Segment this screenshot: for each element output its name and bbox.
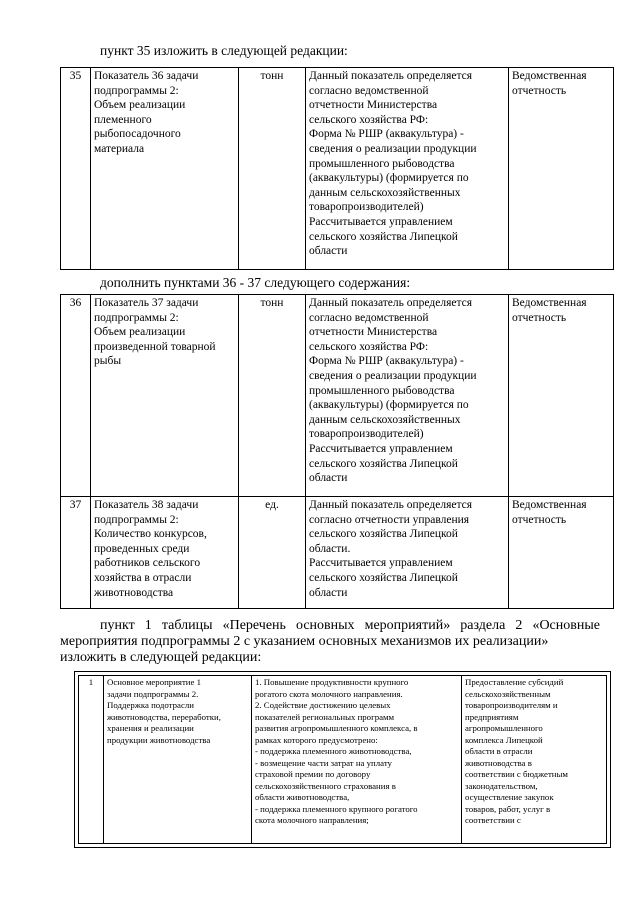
cell-text-line: данным сельскохозяйственных <box>309 413 461 426</box>
cell-text-line: сельскохозяйственного страхования в <box>255 780 396 791</box>
cell-text-line: Рассчитывается управлением <box>309 215 453 228</box>
event-name <box>104 676 252 844</box>
cell-text-line: согласно ведомственной <box>309 311 429 324</box>
cell-text-line: товаропроизводителям и <box>465 700 558 710</box>
cell-text-line: 1. Повышение продуктивности крупного <box>255 677 409 687</box>
cell-text-line: хозяйства в отрасли <box>94 571 192 584</box>
cell-text-line: животноводства <box>94 586 174 599</box>
cell-text-line: отчетности Министерства <box>309 326 438 339</box>
cell-text-line: Данный показатель определяется <box>309 70 473 82</box>
cell-text-line: сельского хозяйства Липецкой <box>309 457 458 470</box>
cell-text-line: - поддержка племенного крупного рогатого <box>255 803 418 814</box>
cell-text-line: области. <box>309 542 351 555</box>
intro-paragraph-3-line-1: пункт 1 таблицы «Перечень основных мероприятий» раздела 2 «Основные <box>100 618 600 633</box>
intro-paragraph-3-line-3: изложить в следующей редакции: <box>60 650 262 665</box>
cell-text-line: хранения и реализации <box>107 723 194 733</box>
indicator-table-item-35 <box>60 67 614 270</box>
cell-text-line: животноводства, переработки, <box>107 711 221 722</box>
cell-text-line: рыбы <box>94 355 122 368</box>
cell-text-line: отчетность <box>512 513 567 526</box>
intro-paragraph-2: дополнить пунктами 36 - 37 следующего содержания: <box>100 275 411 290</box>
cell-text-line: (аквакультуры) (формируется по <box>309 399 469 412</box>
calculation-method <box>306 497 509 609</box>
cell-text-line: Рассчитывается управлением <box>309 442 453 455</box>
cell-text-line: Объем реализации <box>94 99 186 112</box>
cell-text-line: сельского хозяйства Липецкой <box>309 571 458 584</box>
cell-text-line: подпрограммы 2: <box>94 84 179 97</box>
indicator-name <box>91 68 239 270</box>
indicator-name <box>91 497 239 609</box>
cell-text-line: Ведомственная <box>512 297 587 309</box>
cell-text-line: отчетность <box>512 311 567 324</box>
cell-text-line: Данный показатель определяется <box>309 297 473 309</box>
unit-of-measure: ед. <box>239 497 306 609</box>
cell-text-line: племенного <box>94 113 152 126</box>
cell-text-line: Предоставление субсидий <box>465 677 564 687</box>
cell-text-line: - поддержка племенного животноводства, <box>255 746 412 756</box>
cell-text-line: работников сельского <box>94 557 201 570</box>
cell-text-line: согласно отчетности управления <box>309 513 470 526</box>
cell-text-line: рогатого скота молочного направления. <box>255 688 403 699</box>
table-row <box>61 295 614 497</box>
cell-text-line: области <box>309 586 348 599</box>
unit-of-measure: тонн <box>239 68 306 270</box>
cell-text-line: материала <box>94 142 145 155</box>
data-source <box>509 295 614 497</box>
cell-text-line: рамках которого предусмотрено: <box>255 734 378 745</box>
cell-text-line: сельского хозяйства РФ: <box>309 340 429 353</box>
cell-text-line: области животноводства, <box>255 792 350 802</box>
cell-text-line: сельского хозяйства Липецкой <box>309 230 458 243</box>
cell-text-line: Объем реализации <box>94 326 186 339</box>
cell-text-line: показателей региональных программ <box>255 711 395 722</box>
row-number: 36 <box>61 295 91 497</box>
table-row <box>61 497 614 609</box>
cell-text-line: данным сельскохозяйственных <box>309 186 461 199</box>
cell-text-line: Показатель 37 задачи <box>94 297 199 309</box>
cell-text-line: области <box>309 245 348 258</box>
cell-text-line: отчетности Министерства <box>309 99 438 112</box>
cell-text-line: продукции животноводства <box>107 734 211 745</box>
cell-text-line: Количество конкурсов, <box>94 528 207 541</box>
cell-text-line: Показатель 38 задачи <box>94 499 199 511</box>
cell-text-line: задачи подпрограммы 2. <box>107 688 199 699</box>
indicator-table-items-36-37 <box>60 294 614 609</box>
cell-text-line: товаров, работ, услуг в <box>465 803 551 814</box>
cell-text-line: товаропроизводителей) <box>309 428 424 441</box>
unit-of-measure: тонн <box>239 295 306 497</box>
cell-text-line: сельского хозяйства Липецкой <box>309 528 458 541</box>
cell-text-line: сельскохозяйственным <box>465 688 551 699</box>
cell-text-line: товаропроизводителей) <box>309 201 424 214</box>
cell-text-line: отчетность <box>512 84 567 97</box>
cell-text-line: сельского хозяйства РФ: <box>309 113 429 126</box>
data-source <box>509 497 614 609</box>
cell-text-line: 2. Содействие достижению целевых <box>255 700 391 710</box>
cell-text-line: законодательством, <box>465 780 538 791</box>
cell-text-line: Рассчитывается управлением <box>309 557 453 570</box>
cell-text-line: предприятиям <box>465 711 519 722</box>
row-number: 37 <box>61 497 91 609</box>
cell-text-line: Данный показатель определяется <box>309 499 473 511</box>
indicator-name <box>91 295 239 497</box>
calculation-method <box>306 295 509 497</box>
intro-paragraph-1: пункт 35 изложить в следующей редакции: <box>100 43 348 58</box>
cell-text-line: Показатель 36 задачи <box>94 70 199 82</box>
cell-text-line: соответствии с <box>465 815 521 825</box>
cell-text-line: комплекса Липецкой <box>465 734 543 745</box>
calculation-method <box>306 68 509 270</box>
intro-paragraph-3-line-2: мероприятия подпрограммы 2 с указанием основных механизмов их реализации» <box>60 634 549 649</box>
cell-text-line: (аквакультуры) (формируется по <box>309 172 469 185</box>
cell-text-line: проведенных среди <box>94 542 190 555</box>
cell-text-line: рыбопосадочного <box>94 128 181 141</box>
table-row <box>79 676 607 844</box>
cell-text-line: области <box>309 472 348 485</box>
event-measures <box>252 676 462 844</box>
cell-text-line: области в отрасли <box>465 746 533 756</box>
cell-text-line: произведенной товарной <box>94 340 216 353</box>
cell-text-line: промышленного рыбоводства <box>309 157 455 170</box>
cell-text-line: подпрограммы 2: <box>94 513 179 526</box>
cell-text-line: Поддержка подотрасли <box>107 700 194 710</box>
cell-text-line: Основное мероприятие 1 <box>107 677 202 687</box>
cell-text-line: соответствии с бюджетным <box>465 769 568 779</box>
cell-text-line: Ведомственная <box>512 499 587 511</box>
cell-text-line: развития агропромышленного комплекса, в <box>255 723 418 733</box>
cell-text-line: животноводства в <box>465 757 532 768</box>
cell-text-line: сведения о реализации продукции <box>309 369 477 382</box>
implementation-mechanism <box>462 676 607 844</box>
row-number: 35 <box>61 68 91 270</box>
row-number: 1 <box>79 676 104 844</box>
cell-text-line: Форма № РШР (аквакультура) - <box>309 355 464 368</box>
cell-text-line: осуществление закупок <box>465 792 554 802</box>
cell-text-line: - возмещение части затрат на уплату <box>255 757 392 768</box>
cell-text-line: промышленного рыбоводства <box>309 384 455 397</box>
cell-text-line: скота молочного направления; <box>255 815 369 825</box>
cell-text-line: подпрограммы 2: <box>94 311 179 324</box>
cell-text-line: агропромышленного <box>465 723 543 733</box>
cell-text-line: сведения о реализации продукции <box>309 142 477 155</box>
cell-text-line: согласно ведомственной <box>309 84 429 97</box>
data-source <box>509 68 614 270</box>
events-table-item-1 <box>78 675 607 844</box>
table-row <box>61 68 614 270</box>
cell-text-line: страховой премии по договору <box>255 769 371 779</box>
cell-text-line: Ведомственная <box>512 70 587 82</box>
intro-paragraph-3 <box>60 618 600 666</box>
cell-text-line: Форма № РШР (аквакультура) - <box>309 128 464 141</box>
